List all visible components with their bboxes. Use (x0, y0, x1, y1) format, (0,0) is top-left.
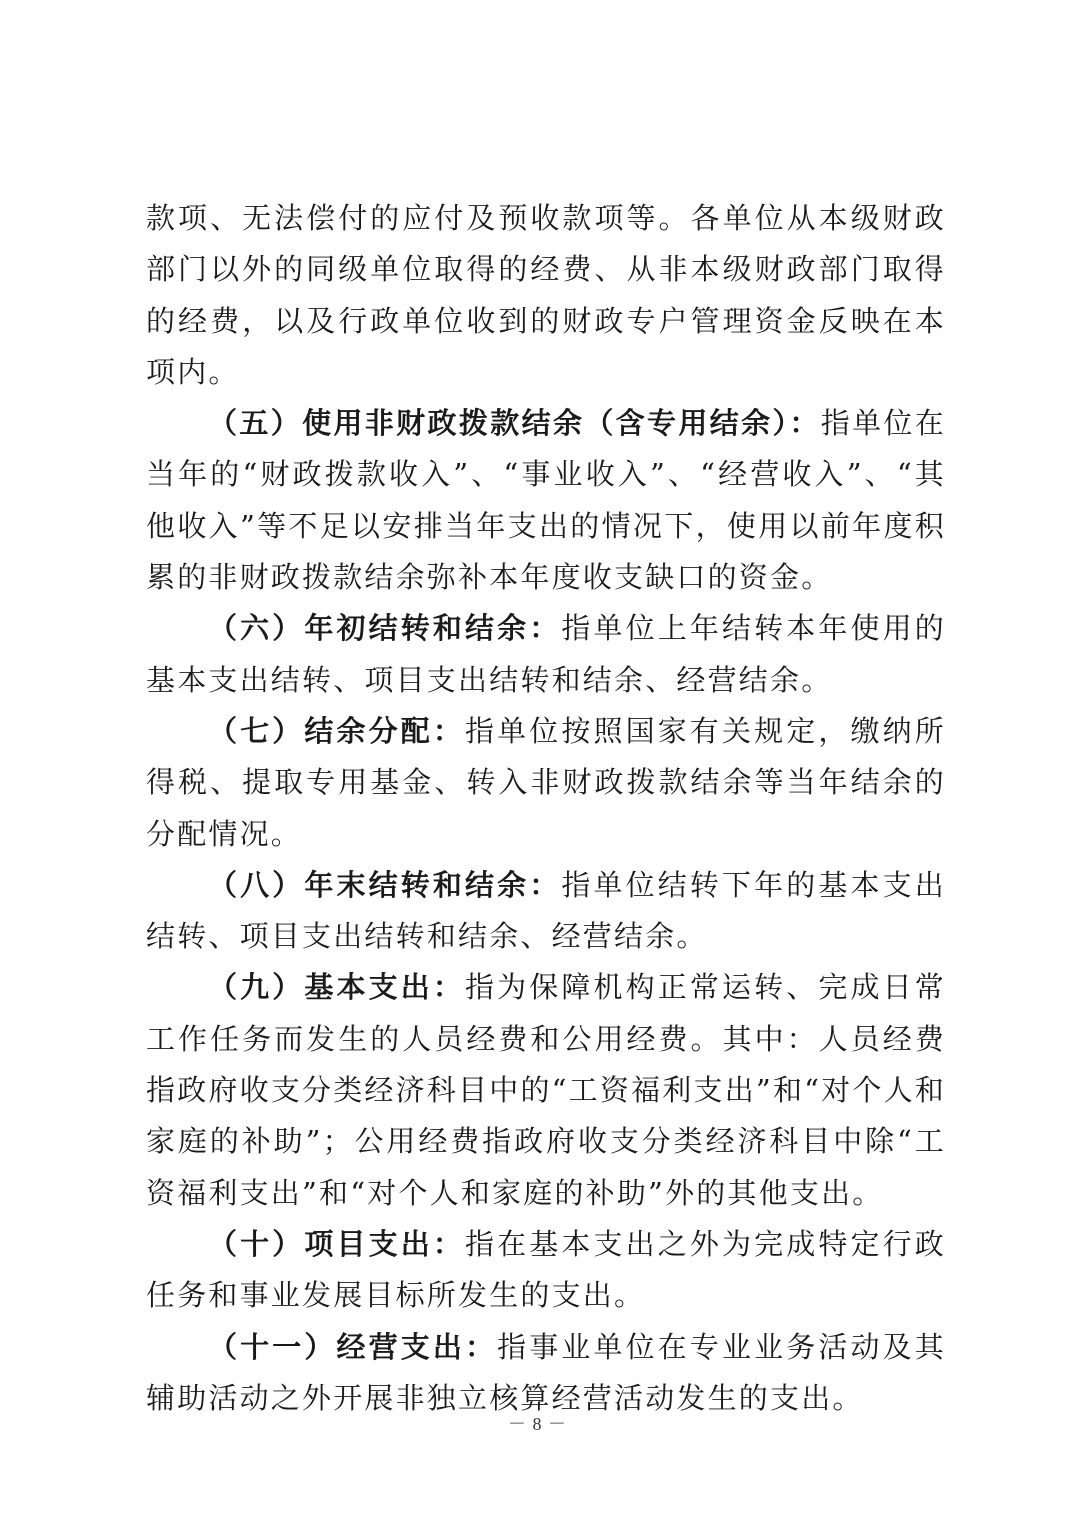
page-number: － 8 － (508, 1414, 567, 1434)
paragraph-item-7 (146, 706, 946, 860)
paragraph-item-9 (146, 962, 946, 1218)
paragraph-text: 指事业单位在专业业务活动及其辅助活动之外开展非独立核算经营活动发生的支出。 (146, 1329, 946, 1415)
paragraph-item-10 (146, 1219, 946, 1322)
paragraph-text: 指单位在当年的“财政拨款收入”、“事业收入”、“经营收入”、“其他收入”等不足以安排当年支出的情况下，使用以前年度积累的非财政拨款结余弥补本年度收支缺口的资金。 (146, 406, 946, 595)
paragraph-text: 款项、无法偿付的应付及预收款项等。各单位从本级财政部门以外的同级单位取得的经费、从非本级财政部门取得的经费，以及行政单位收到的财政专户管理资金反映在本项内。 (146, 201, 946, 389)
paragraph-text: 指单位按照国家有关规定，缴纳所得税、提取专用基金、转入非财政拨款结余等当年结余的分配情况。 (146, 713, 946, 851)
term-label: （六）年初结转和结余： (208, 611, 562, 646)
term-label: （八）年末结转和结余： (208, 867, 562, 902)
paragraph-item-6 (146, 603, 946, 706)
paragraph-item-5 (146, 398, 946, 603)
paragraph-text: 指单位结转下年的基本支出结转、项目支出结转和结余、经营结余。 (146, 867, 947, 954)
term-label: （九）基本支出： (208, 970, 466, 1005)
paragraph-continuation (146, 193, 946, 398)
term-label: （十一）经营支出： (208, 1329, 498, 1364)
term-label: （七）结余分配： (208, 713, 466, 748)
paragraph-item-11 (146, 1322, 946, 1425)
term-label: （五）使用非财政拨款结余（含专用结余）： (208, 406, 821, 441)
paragraph-text: 指为保障机构正常运转、完成日常工作任务而发生的人员经费和公用经费。其中：人员经费指政府收支分类经济科目中的“工资福利支出”和“对个人和家庭的补助”；公用经费指政府收支分类经济科目中除“工资福利支出”和“对个人和家庭的补助”外的其他支出。 (146, 970, 946, 1210)
term-label: （十）项目支出： (208, 1226, 466, 1261)
paragraph-item-8 (146, 860, 946, 963)
paragraph-text: 指单位上年结转本年使用的基本支出结转、项目支出结转和结余、经营结余。 (146, 611, 947, 697)
document-body (146, 193, 946, 1424)
paragraph-text: 指在基本支出之外为完成特定行政任务和事业发展目标所发生的支出。 (146, 1226, 946, 1313)
